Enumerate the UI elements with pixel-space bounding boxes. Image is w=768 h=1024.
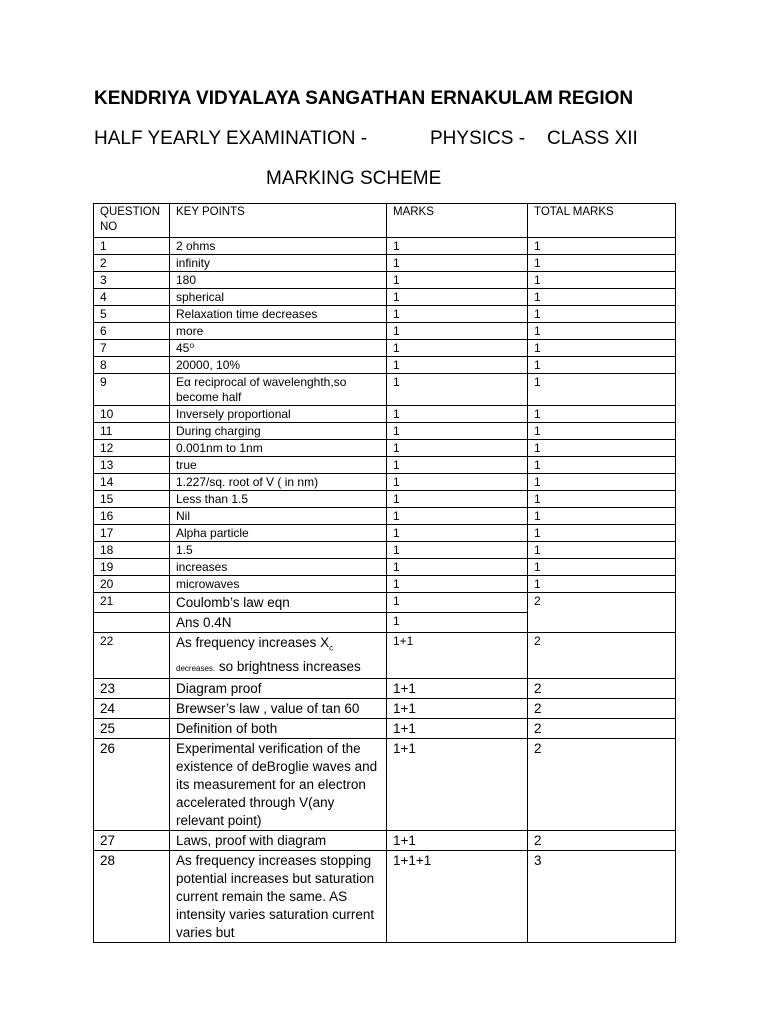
- table-row: [94, 593, 676, 613]
- key-point-subscript: c: [329, 643, 334, 653]
- table-row: [94, 289, 676, 306]
- table-row: [94, 633, 676, 679]
- question-no: 7: [94, 340, 170, 357]
- key-point: increases: [170, 559, 387, 576]
- key-point: microwaves: [170, 576, 387, 593]
- table-row: [94, 559, 676, 576]
- key-point-part: so brightness increases: [215, 658, 361, 674]
- table-row: [94, 718, 676, 738]
- question-no: 5: [94, 306, 170, 323]
- question-no: 12: [94, 440, 170, 457]
- marks: 1: [387, 272, 528, 289]
- total-marks: 1: [528, 457, 676, 474]
- total-marks: 2: [528, 738, 676, 830]
- table-row: [94, 406, 676, 423]
- key-point: Nil: [170, 508, 387, 525]
- key-point: 20000, 10%: [170, 357, 387, 374]
- table-row: [94, 830, 676, 850]
- marks: 1+1: [387, 678, 528, 698]
- key-point: Experimental verification of the existence of deBroglie waves and its measurement for an electron accelerated through V(any relevant point): [170, 738, 387, 830]
- marks: 1: [387, 406, 528, 423]
- key-point: spherical: [170, 289, 387, 306]
- marks: 1: [387, 423, 528, 440]
- question-no: 24: [94, 698, 170, 718]
- marks: 1: [387, 289, 528, 306]
- marks: 1+1: [387, 633, 528, 679]
- question-no: 1: [94, 238, 170, 255]
- table-row: [94, 440, 676, 457]
- header-key-points: KEY POINTS: [170, 204, 387, 238]
- marks: 1: [387, 374, 528, 406]
- total-marks: 1: [528, 474, 676, 491]
- total-marks: 1: [528, 406, 676, 423]
- question-no: 17: [94, 525, 170, 542]
- marks: 1: [387, 457, 528, 474]
- question-no: 4: [94, 289, 170, 306]
- question-no: 28: [94, 850, 170, 942]
- total-marks: 1: [528, 423, 676, 440]
- question-no: 25: [94, 718, 170, 738]
- question-no: 27: [94, 830, 170, 850]
- key-point: Brewser’s law , value of tan 60: [170, 698, 387, 718]
- key-point: 1.227/sq. root of V ( in nm): [170, 474, 387, 491]
- header-question-no: QUESTION NO: [94, 204, 170, 238]
- total-marks: 1: [528, 357, 676, 374]
- total-marks: 1: [528, 491, 676, 508]
- question-no: 2: [94, 255, 170, 272]
- scheme-title: MARKING SCHEME: [266, 168, 442, 189]
- total-marks: 2: [528, 698, 676, 718]
- question-no: 13: [94, 457, 170, 474]
- key-point-part: As frequency increases X: [176, 635, 330, 650]
- marks: 1: [387, 357, 528, 374]
- marks: 1: [387, 323, 528, 340]
- question-no: 14: [94, 474, 170, 491]
- total-marks: 1: [528, 340, 676, 357]
- marks: 1: [387, 340, 528, 357]
- total-marks: 1: [528, 542, 676, 559]
- key-point: During charging: [170, 423, 387, 440]
- class-name: CLASS XII: [547, 128, 638, 149]
- question-no: 6: [94, 323, 170, 340]
- key-point: Relaxation time decreases: [170, 306, 387, 323]
- key-point: Laws, proof with diagram: [170, 830, 387, 850]
- key-point: Less than 1.5: [170, 491, 387, 508]
- table-row: [94, 525, 676, 542]
- key-point-small: decreases.: [176, 663, 216, 673]
- key-point: 0.001nm to 1nm: [170, 440, 387, 457]
- table-row: [94, 374, 676, 406]
- table-row: [94, 255, 676, 272]
- table-row: [94, 850, 676, 942]
- marks: 1: [387, 238, 528, 255]
- exam-name: HALF YEARLY EXAMINATION -: [94, 128, 368, 149]
- marks: 1: [387, 491, 528, 508]
- key-point: more: [170, 323, 387, 340]
- total-marks: 1: [528, 306, 676, 323]
- marks: 1+1: [387, 830, 528, 850]
- question-no: 21: [94, 593, 170, 613]
- question-no: 26: [94, 738, 170, 830]
- marks: 1: [387, 593, 528, 613]
- question-no: [94, 613, 170, 633]
- question-no: 20: [94, 576, 170, 593]
- marking-scheme-table: [93, 203, 676, 943]
- header-total-marks: TOTAL MARKS: [528, 204, 676, 238]
- marks: 1: [387, 542, 528, 559]
- marks: 1: [387, 576, 528, 593]
- total-marks: 2: [528, 593, 676, 633]
- total-marks: 2: [528, 830, 676, 850]
- question-no: 18: [94, 542, 170, 559]
- key-point: 2 ohms: [170, 238, 387, 255]
- table-row: [94, 306, 676, 323]
- table-row: [94, 474, 676, 491]
- key-point: [170, 633, 387, 679]
- question-no: 11: [94, 423, 170, 440]
- marks: 1: [387, 525, 528, 542]
- key-point: Inversely proportional: [170, 406, 387, 423]
- key-point: 1.5: [170, 542, 387, 559]
- marks: 1: [387, 559, 528, 576]
- question-no: 16: [94, 508, 170, 525]
- total-marks: 3: [528, 850, 676, 942]
- table-row: [94, 542, 676, 559]
- total-marks: 1: [528, 440, 676, 457]
- key-point: Coulomb’s law eqn: [170, 593, 387, 613]
- marks: 1: [387, 255, 528, 272]
- table-row: [94, 238, 676, 255]
- key-point: Eα reciprocal of wavelenghth,so become half: [170, 374, 387, 406]
- marks: 1+1: [387, 738, 528, 830]
- total-marks: 1: [528, 576, 676, 593]
- key-point: Alpha particle: [170, 525, 387, 542]
- table-row: [94, 698, 676, 718]
- marks: 1: [387, 508, 528, 525]
- marks: 1: [387, 306, 528, 323]
- marks: 1: [387, 613, 528, 633]
- key-point: As frequency increases stopping potential increases but saturation current remain the same. AS intensity varies saturation current varies but: [170, 850, 387, 942]
- key-point: 45⁰: [170, 340, 387, 357]
- question-no: 23: [94, 678, 170, 698]
- header-marks: MARKS: [387, 204, 528, 238]
- table-row: [94, 272, 676, 289]
- table-row: [94, 457, 676, 474]
- question-no: 22: [94, 633, 170, 679]
- total-marks: 2: [528, 678, 676, 698]
- question-no: 9: [94, 374, 170, 406]
- table-row: [94, 323, 676, 340]
- total-marks: 1: [528, 272, 676, 289]
- marks: 1+1: [387, 718, 528, 738]
- total-marks: 1: [528, 525, 676, 542]
- table-row: [94, 357, 676, 374]
- key-point: true: [170, 457, 387, 474]
- total-marks: 1: [528, 559, 676, 576]
- marks: 1: [387, 474, 528, 491]
- subject-name: PHYSICS -: [430, 128, 526, 149]
- question-no: 3: [94, 272, 170, 289]
- table-row: [94, 678, 676, 698]
- key-point: Diagram proof: [170, 678, 387, 698]
- total-marks: 1: [528, 323, 676, 340]
- marks: 1+1+1: [387, 850, 528, 942]
- key-point: 180: [170, 272, 387, 289]
- total-marks: 2: [528, 718, 676, 738]
- total-marks: 1: [528, 238, 676, 255]
- key-point: Ans 0.4N: [170, 613, 387, 633]
- marks: 1: [387, 440, 528, 457]
- total-marks: 1: [528, 289, 676, 306]
- total-marks: 1: [528, 374, 676, 406]
- table-row: [94, 508, 676, 525]
- table-row: [94, 423, 676, 440]
- total-marks: 1: [528, 508, 676, 525]
- marks: 1+1: [387, 698, 528, 718]
- key-point: Definition of both: [170, 718, 387, 738]
- total-marks: 1: [528, 255, 676, 272]
- table-row: [94, 491, 676, 508]
- question-no: 8: [94, 357, 170, 374]
- table-row: [94, 738, 676, 830]
- question-no: 10: [94, 406, 170, 423]
- table-row: [94, 576, 676, 593]
- table-row: [94, 340, 676, 357]
- key-point: infinity: [170, 255, 387, 272]
- question-no: 19: [94, 559, 170, 576]
- table-header-row: [94, 204, 676, 238]
- question-no: 15: [94, 491, 170, 508]
- document-title: KENDRIYA VIDYALAYA SANGATHAN ERNAKULAM REGION: [94, 88, 634, 109]
- total-marks: 2: [528, 633, 676, 679]
